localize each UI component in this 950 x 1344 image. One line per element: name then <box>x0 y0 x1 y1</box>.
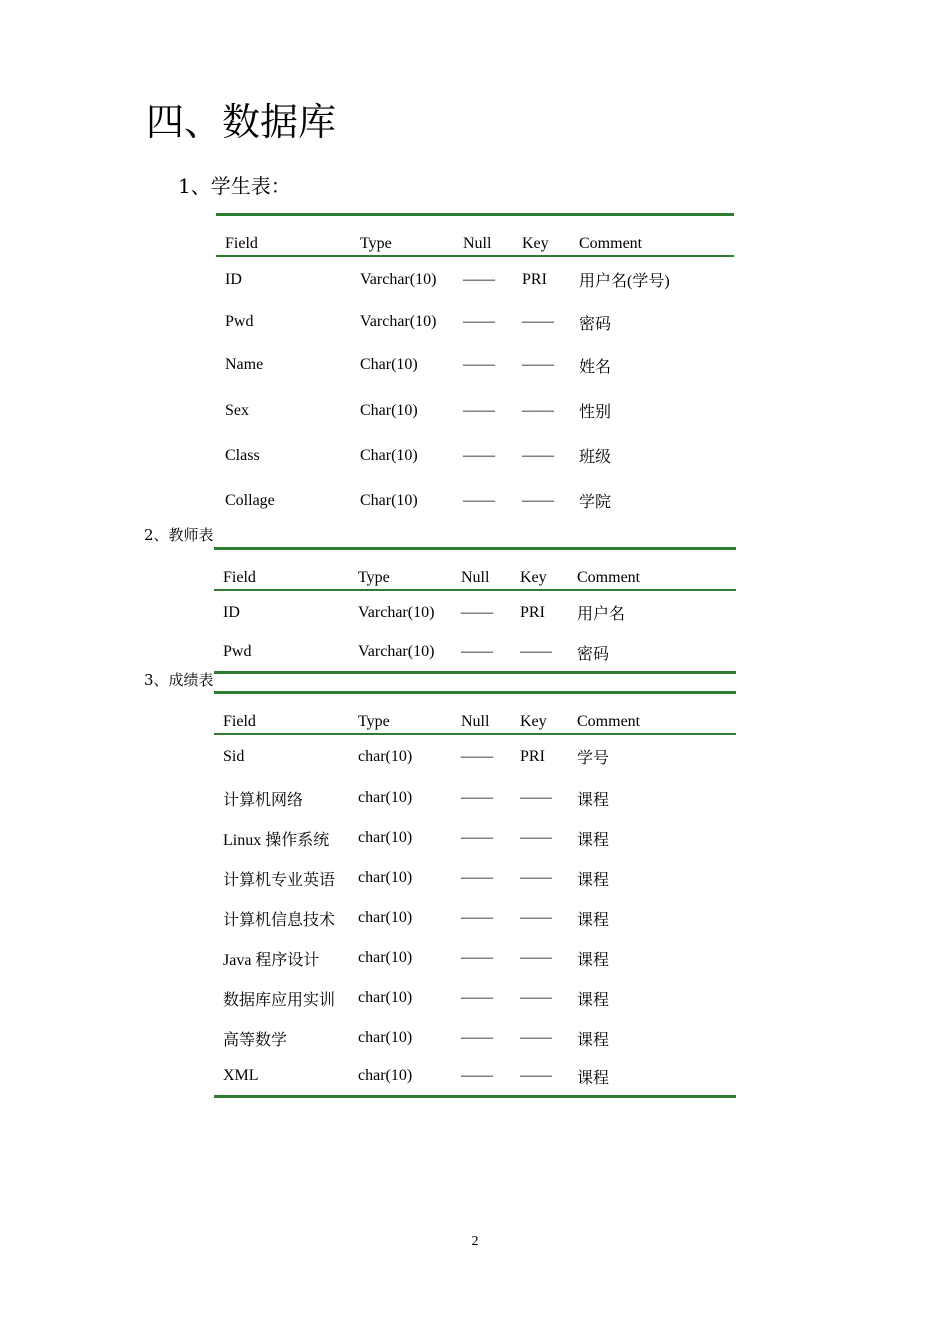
table-row <box>214 898 736 938</box>
table-header-row <box>214 549 736 591</box>
cell-field: Java 程序设计 <box>223 951 320 969</box>
cell-comment: 班级 <box>579 449 612 466</box>
cell-type: char(10) <box>358 949 413 966</box>
student-table <box>216 213 734 523</box>
table-row <box>216 433 734 478</box>
cell-type: char(10) <box>358 989 413 1006</box>
table-row <box>214 978 736 1018</box>
cell-type: char(10) <box>358 1029 413 1046</box>
cell-null: —— <box>461 643 493 661</box>
column-header-key: Key <box>511 693 568 735</box>
column-header-type: Type <box>349 549 452 591</box>
cell-key: PRI <box>520 747 545 765</box>
cell-null: —— <box>461 747 493 765</box>
cell-type: char(10) <box>358 747 413 765</box>
cell-field: Name <box>225 356 264 373</box>
cell-field: Sex <box>225 401 249 419</box>
cell-key: PRI <box>522 270 547 288</box>
cell-key: —— <box>520 789 552 806</box>
cell-type: Varchar(10) <box>360 313 437 330</box>
cell-comment: 用户名(学号) <box>579 273 670 290</box>
cell-field: 高等数学 <box>223 1031 288 1049</box>
cell-type: char(10) <box>358 869 413 886</box>
column-header-comment: Comment <box>568 549 736 591</box>
cell-key: —— <box>520 1029 552 1046</box>
cell-field: Class <box>225 446 260 464</box>
cell-type: Char(10) <box>360 446 418 464</box>
cell-comment: 课程 <box>577 831 610 849</box>
column-header-null: Null <box>452 693 511 735</box>
cell-comment: 学院 <box>579 494 612 511</box>
table-header-row <box>216 215 734 257</box>
cell-field: Pwd <box>223 643 252 661</box>
cell-type: Varchar(10) <box>358 603 435 621</box>
cell-type: Varchar(10) <box>358 643 435 661</box>
cell-null: —— <box>463 491 495 509</box>
score-table <box>214 691 736 1098</box>
cell-comment: 学号 <box>577 750 610 767</box>
cell-null: —— <box>461 1067 493 1085</box>
table-row <box>214 818 736 858</box>
table-row <box>214 1018 736 1058</box>
cell-key: —— <box>520 829 552 846</box>
cell-null: —— <box>461 869 493 886</box>
cell-type: Varchar(10) <box>360 270 437 288</box>
cell-type: Char(10) <box>360 401 418 419</box>
cell-field: Collage <box>225 491 275 509</box>
column-header-field: Field <box>214 549 349 591</box>
table-row <box>216 302 734 342</box>
cell-key: —— <box>520 643 552 661</box>
table-row <box>216 256 734 302</box>
cell-field: ID <box>225 270 242 288</box>
cell-comment: 性别 <box>579 404 612 421</box>
cell-comment: 课程 <box>577 951 610 969</box>
cell-key: —— <box>520 989 552 1006</box>
cell-field: 计算机专业英语 <box>223 871 336 889</box>
cell-comment: 密码 <box>577 645 610 663</box>
cell-field: ID <box>223 603 240 621</box>
cell-key: —— <box>522 356 554 373</box>
cell-null: —— <box>461 789 493 806</box>
column-header-field: Field <box>216 215 351 257</box>
cell-null: —— <box>463 401 495 419</box>
table-row <box>216 478 734 523</box>
cell-comment: 课程 <box>577 1031 610 1049</box>
cell-null: —— <box>463 313 495 330</box>
cell-key: —— <box>520 949 552 966</box>
cell-null: —— <box>463 270 495 288</box>
table-row <box>214 938 736 978</box>
cell-key: —— <box>522 401 554 419</box>
cell-null: —— <box>461 909 493 926</box>
table-row <box>214 734 736 778</box>
cell-field: 计算机网络 <box>223 791 304 809</box>
table-row <box>216 342 734 388</box>
column-header-type: Type <box>351 215 454 257</box>
cell-type: Char(10) <box>360 356 418 373</box>
table-row <box>214 1058 736 1096</box>
teacher-table-title: 2、教师表 <box>144 526 214 544</box>
table-header-row <box>214 693 736 735</box>
table-row <box>214 590 736 634</box>
cell-null: —— <box>461 829 493 846</box>
table-row <box>214 634 736 672</box>
cell-null: —— <box>461 1029 493 1046</box>
score-table-title: 3、成绩表 <box>144 671 214 689</box>
column-header-key: Key <box>511 549 568 591</box>
cell-key: —— <box>520 869 552 886</box>
cell-field: Sid <box>223 747 245 765</box>
column-header-null: Null <box>454 215 513 257</box>
cell-null: —— <box>461 949 493 966</box>
student-table-title: 1、学生表： <box>178 174 291 198</box>
cell-comment: 课程 <box>577 791 610 809</box>
teacher-table <box>214 547 736 674</box>
table-row <box>214 778 736 818</box>
column-header-key: Key <box>513 215 570 257</box>
cell-field: Pwd <box>225 313 254 330</box>
cell-key: —— <box>520 1067 552 1085</box>
cell-field: Linux 操作系统 <box>223 831 330 849</box>
cell-key: —— <box>522 313 554 330</box>
cell-comment: 密码 <box>579 315 612 333</box>
cell-key: PRI <box>520 603 545 621</box>
cell-comment: 课程 <box>577 1069 610 1087</box>
cell-field: 计算机信息技术 <box>223 911 336 929</box>
cell-type: Char(10) <box>360 491 418 509</box>
cell-null: —— <box>461 603 493 621</box>
page-number: 2 <box>471 1234 479 1249</box>
cell-field: 数据库应用实训 <box>223 991 336 1009</box>
cell-comment: 课程 <box>577 991 610 1009</box>
cell-key: —— <box>522 446 554 464</box>
column-header-null: Null <box>452 549 511 591</box>
column-header-comment: Comment <box>570 215 734 257</box>
cell-null: —— <box>461 989 493 1006</box>
cell-comment: 用户名 <box>577 606 626 623</box>
cell-comment: 课程 <box>577 871 610 889</box>
cell-type: char(10) <box>358 909 413 926</box>
cell-type: char(10) <box>358 829 413 846</box>
cell-null: —— <box>463 356 495 373</box>
table-row <box>216 388 734 433</box>
cell-type: char(10) <box>358 1067 413 1085</box>
cell-comment: 姓名 <box>579 358 612 376</box>
section-heading: 四、数据库 <box>146 100 337 144</box>
table-row <box>214 858 736 898</box>
cell-key: —— <box>520 909 552 926</box>
cell-key: —— <box>522 491 554 509</box>
cell-field: XML <box>223 1067 259 1085</box>
column-header-comment: Comment <box>568 693 736 735</box>
cell-null: —— <box>463 446 495 464</box>
column-header-type: Type <box>349 693 452 735</box>
cell-type: char(10) <box>358 789 413 806</box>
column-header-field: Field <box>214 693 349 735</box>
cell-comment: 课程 <box>577 911 610 929</box>
